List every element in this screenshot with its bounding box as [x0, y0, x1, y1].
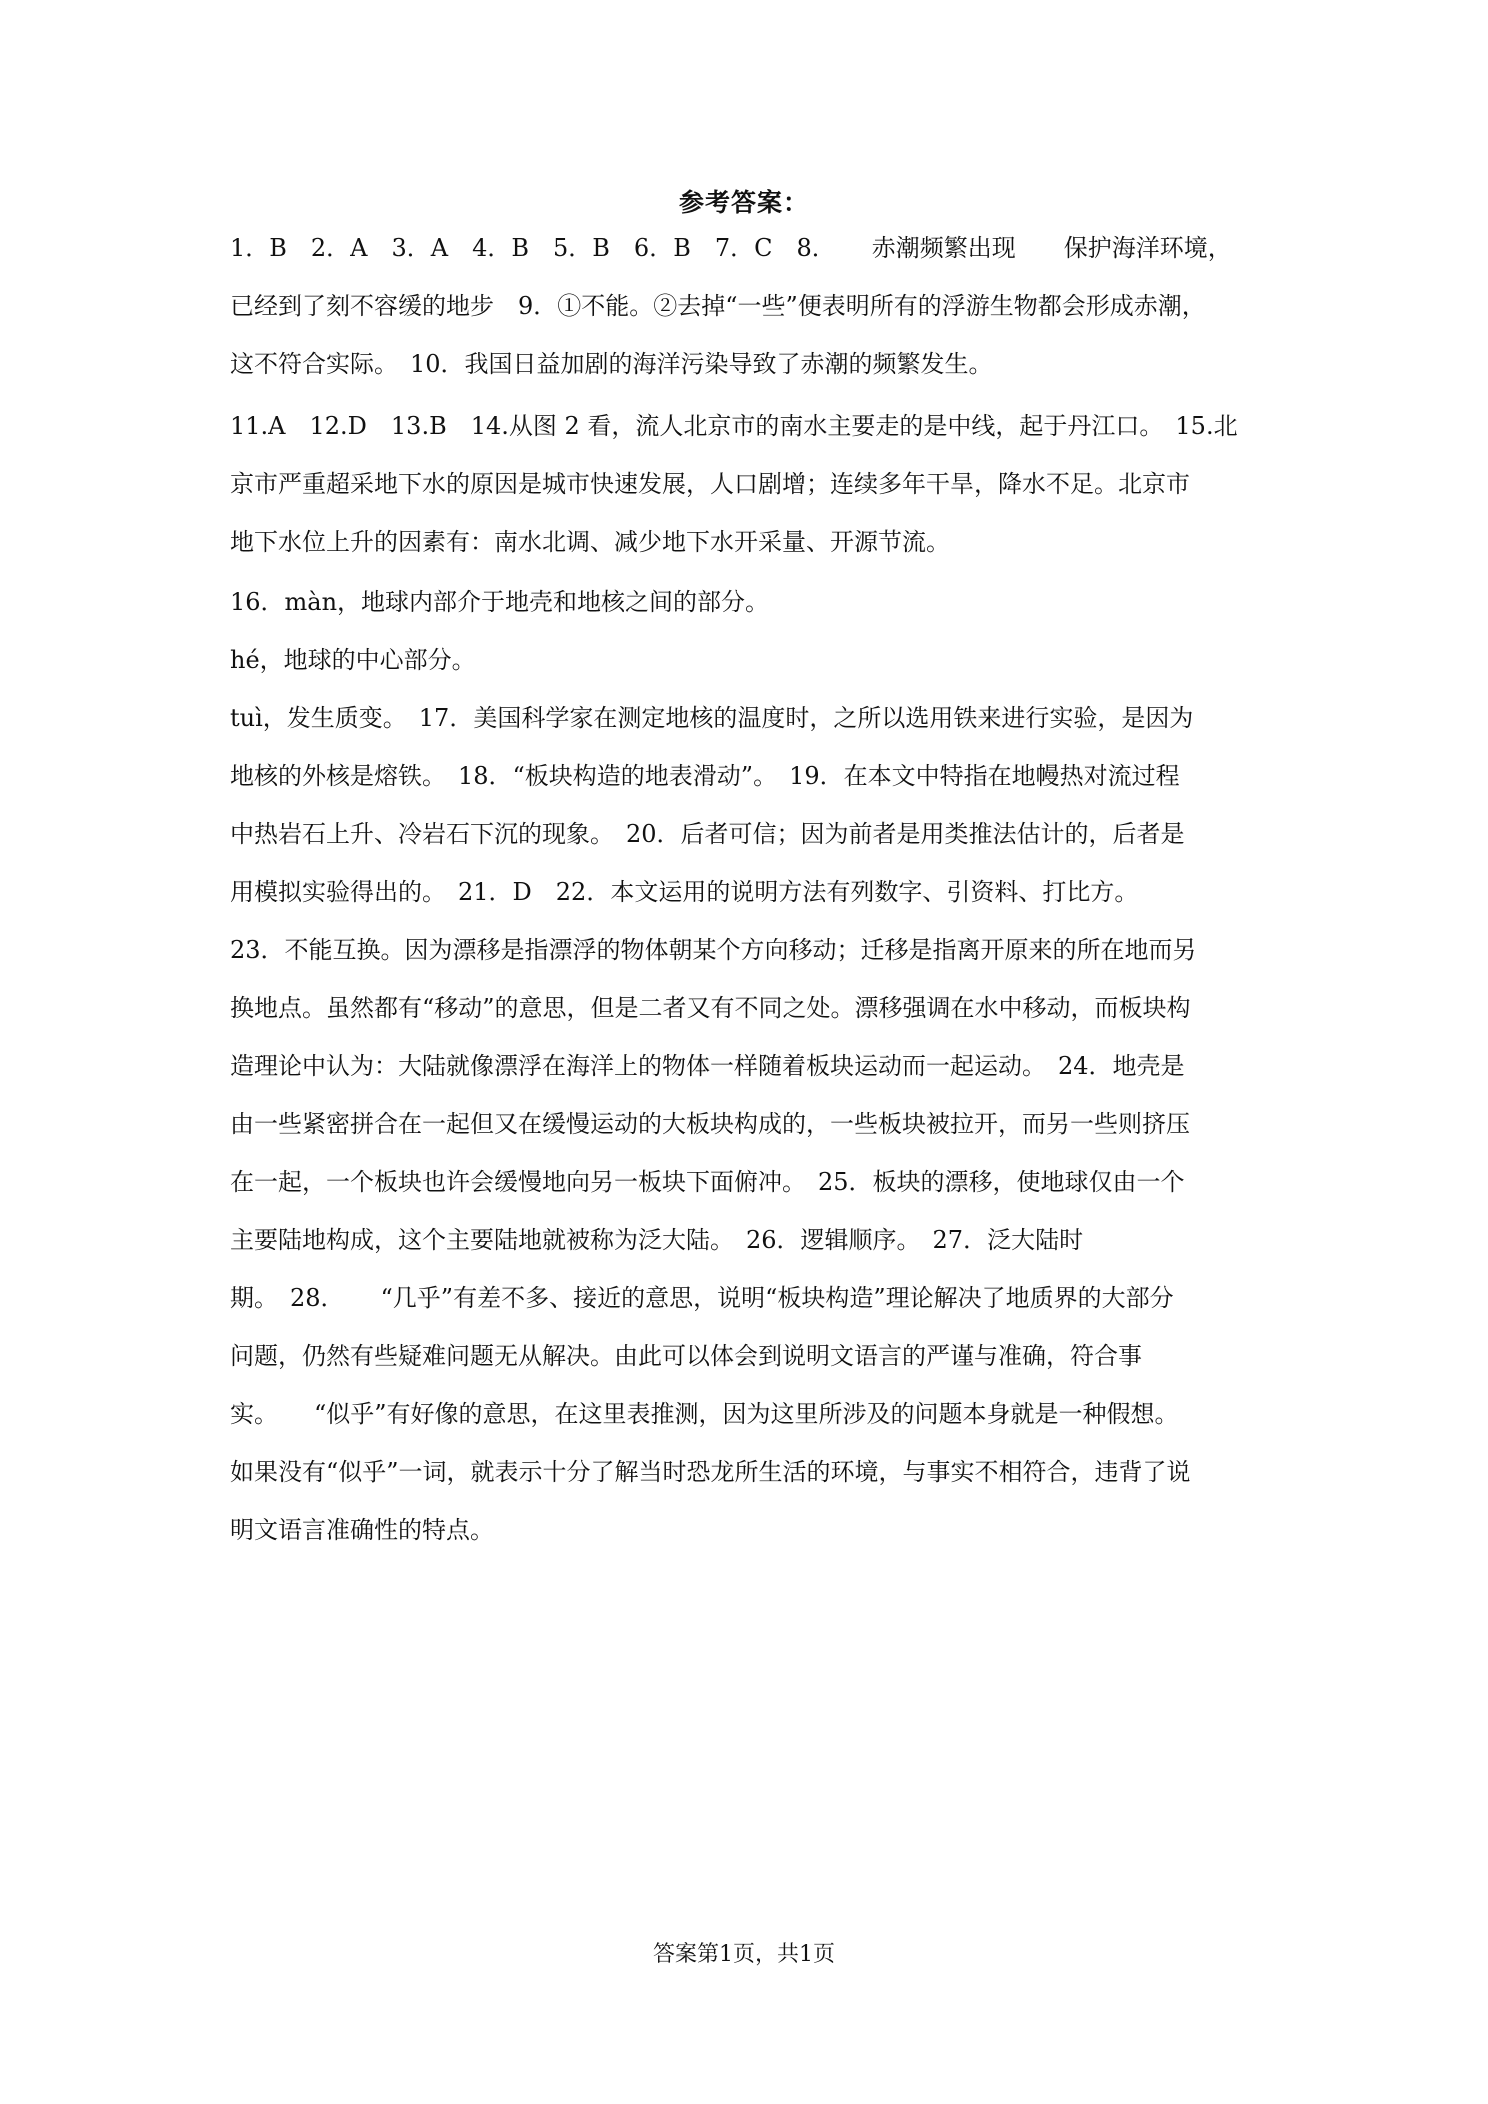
answer-line: tuì，发生质变。 17．美国科学家在测定地核的温度时，之所以选用铁来进行实验，是因为: [230, 704, 1194, 732]
answer-line: 期。 28． “几乎”有差不多、接近的意思，说明“板块构造”理论解决了地质界的大部分: [230, 1284, 1174, 1312]
answer-line: 11.A 12.D 13.B 14.从图 2 看，流人北京市的南水主要走的是中线，起于丹江口。 15.北: [230, 412, 1238, 440]
answer-line: 问题，仍然有些疑难问题无从解决。由此可以体会到说明文语言的严谨与准确，符合事: [230, 1342, 1142, 1370]
answer-line: 京市严重超采地下水的原因是城市快速发展，人口剧增；连续多年干旱，降水不足。北京市: [230, 470, 1190, 498]
answer-line: 实。 “似乎”有好像的意思，在这里表推测，因为这里所涉及的问题本身就是一种假想。: [230, 1400, 1179, 1428]
answer-line: hé，地球的中心部分。: [230, 646, 476, 674]
answer-line: 中热岩石上升、冷岩石下沉的现象。 20．后者可信；因为前者是用类推法估计的，后者是: [230, 820, 1185, 848]
answer-line: 16．màn，地球内部介于地壳和地核之间的部分。: [230, 588, 770, 616]
page-footer: 答案第1页，共1页: [653, 1942, 835, 1967]
answer-line: 换地点。虽然都有“移动”的意思，但是二者又有不同之处。漂移强调在水中移动，而板块构: [230, 994, 1191, 1022]
answer-line: 主要陆地构成，这个主要陆地就被称为泛大陆。 26．逻辑顺序。 27．泛大陆时: [230, 1226, 1084, 1254]
answer-line: 由一些紧密拼合在一起但又在缓慢运动的大板块构成的，一些板块被拉开，而另一些则挤压: [230, 1110, 1190, 1138]
page-title: 参考答案：: [678, 188, 809, 217]
answer-line: 地核的外核是熔铁。 18．“板块构造的地表滑动”。 19．在本文中特指在地幔热对流过程: [230, 762, 1180, 790]
answer-line: 在一起，一个板块也许会缓慢地向另一板块下面俯冲。 25．板块的漂移，使地球仅由一个: [230, 1168, 1185, 1196]
answer-line: 23．不能互换。因为漂移是指漂浮的物体朝某个方向移动；迁移是指离开原来的所在地而另: [230, 936, 1197, 964]
answer-line: 已经到了刻不容缓的地步 9．①不能。②去掉“一些”便表明所有的浮游生物都会形成赤潮，: [230, 292, 1206, 320]
answer-line: 用模拟实验得出的。 21．D 22．本文运用的说明方法有列数字、引资料、打比方。: [230, 878, 1139, 906]
answer-line: 地下水位上升的因素有：南水北调、减少地下水开采量、开源节流。: [230, 528, 950, 556]
answer-line: 造理论中认为：大陆就像漂浮在海洋上的物体一样随着板块运动而一起运动。 24．地壳是: [230, 1052, 1185, 1080]
answer-line: 这不符合实际。 10．我国日益加剧的海洋污染导致了赤潮的频繁发生。: [230, 350, 993, 378]
answer-line: 明文语言准确性的特点。: [230, 1516, 494, 1544]
answer-line: 如果没有“似乎”一词，就表示十分了解当时恐龙所生活的环境，与事实不相符合，违背了说: [230, 1458, 1191, 1486]
answer-line: 1．B 2．A 3．A 4．B 5．B 6．B 7．C 8． 赤潮频繁出现 保护海洋环境，: [230, 234, 1232, 262]
